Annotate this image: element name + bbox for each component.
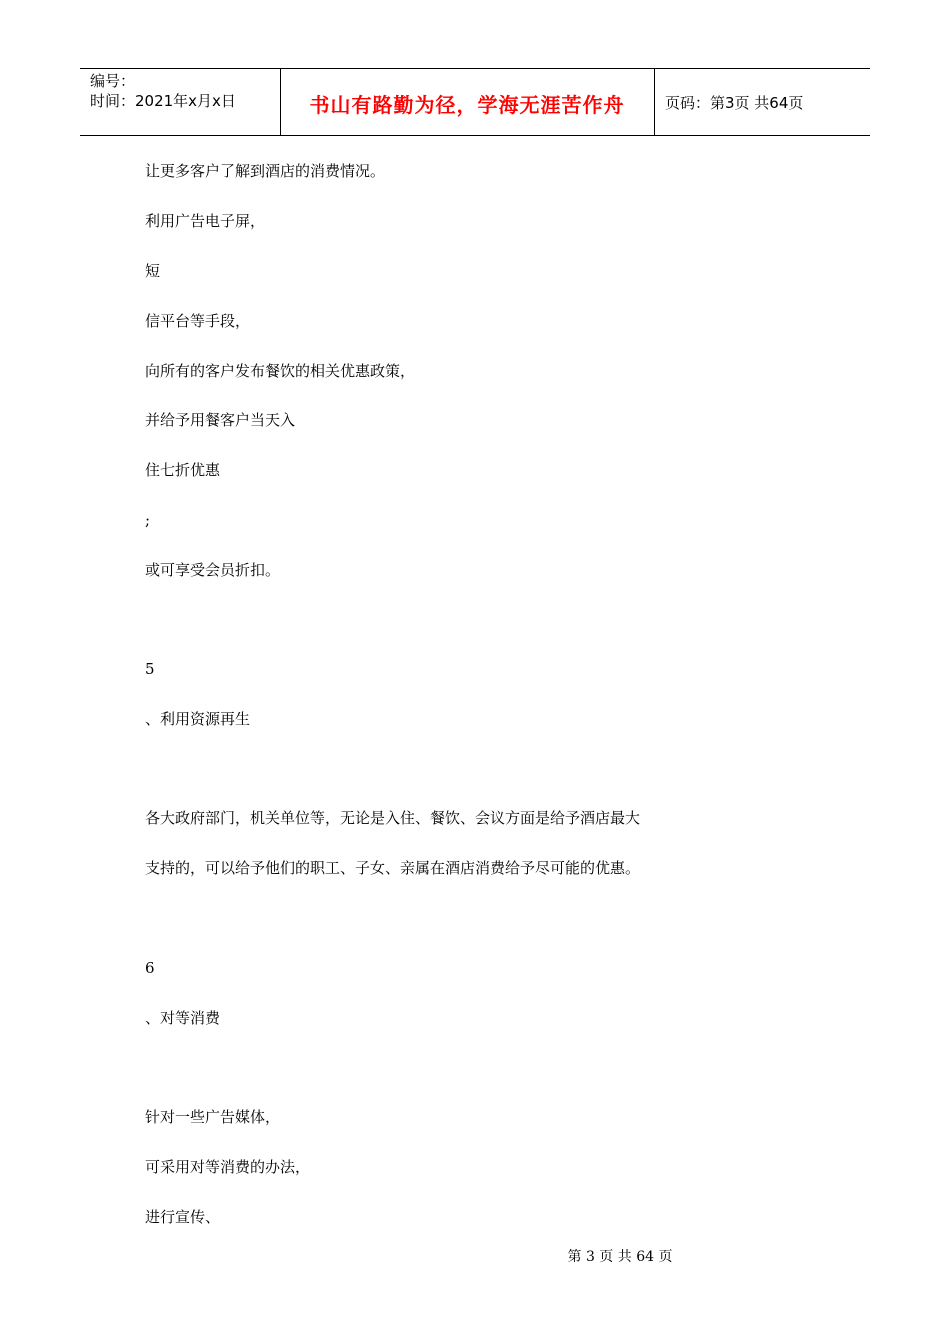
body-line: 利用广告电子屏， bbox=[145, 212, 266, 230]
header-motto: 书山有路勤为径，学海无涯苦作舟 bbox=[309, 93, 625, 117]
body-line: 可采用对等消费的办法， bbox=[145, 1158, 311, 1176]
document-date: 时间：2021年x月x日 bbox=[90, 92, 236, 110]
page-header bbox=[80, 68, 870, 136]
section-heading: 、对等消费 bbox=[145, 1009, 221, 1027]
body-line: 向所有的客户发布餐饮的相关优惠政策， bbox=[145, 362, 416, 380]
body-line: 并给予用餐客户当天入 bbox=[145, 411, 296, 429]
body-line: 信平台等手段， bbox=[145, 312, 251, 330]
body-line: 针对一些广告媒体， bbox=[145, 1108, 281, 1126]
body-line: 或可享受会员折扣。 bbox=[145, 561, 281, 579]
section-number: 6 bbox=[145, 959, 155, 977]
body-line: 进行宣传、 bbox=[145, 1208, 221, 1226]
body-line: 住七折优惠 bbox=[145, 461, 221, 479]
body-line: 短 bbox=[145, 262, 161, 280]
body-line: ; bbox=[145, 511, 151, 529]
body-line: 让更多客户了解到酒店的消费情况。 bbox=[145, 162, 386, 180]
page-footer: 第 3 页 共 64 页 bbox=[567, 1249, 673, 1265]
body-line: 支持的，可以给予他们的职工、子女、亲属在酒店消费给予尽可能的优惠。 bbox=[145, 859, 641, 877]
header-divider-right bbox=[654, 69, 655, 135]
section-heading: 、利用资源再生 bbox=[145, 710, 251, 728]
section-number: 5 bbox=[145, 660, 155, 678]
document-number-label: 编号： bbox=[90, 72, 136, 90]
header-meta bbox=[90, 71, 236, 111]
header-page-info: 页码：第3页 共64页 bbox=[665, 94, 804, 112]
body-line: 各大政府部门，机关单位等，无论是入住、餐饮、会议方面是给予酒店最大 bbox=[145, 809, 641, 827]
